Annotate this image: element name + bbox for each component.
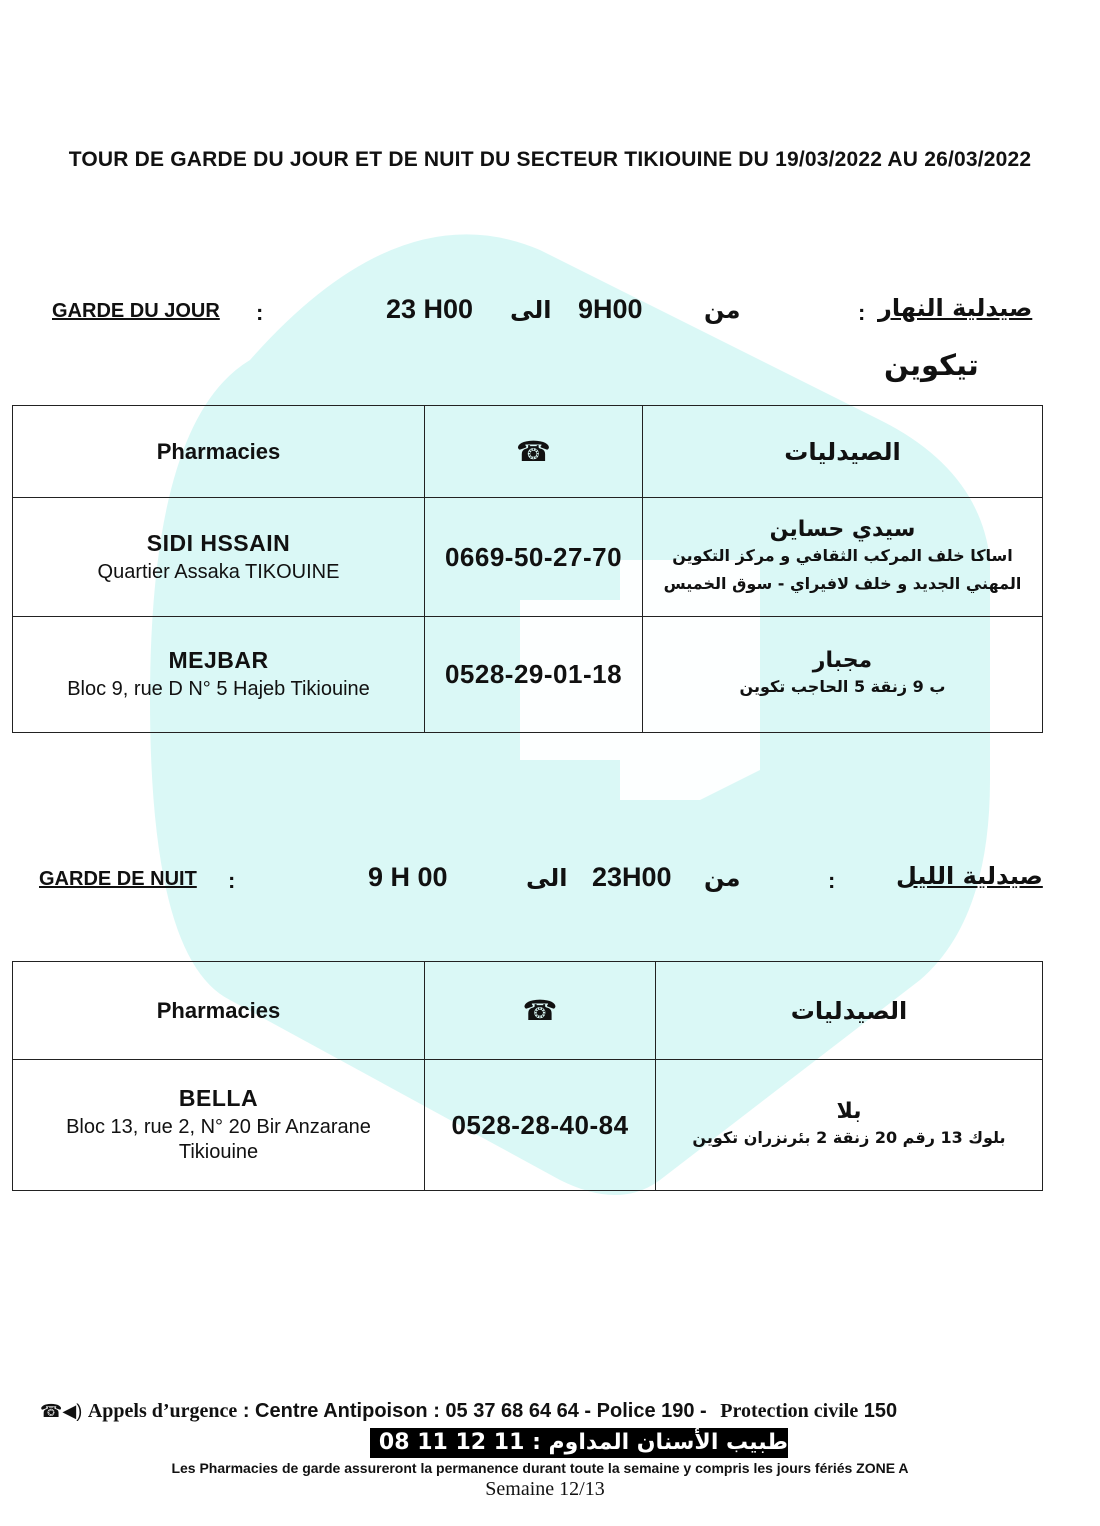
day-ar-city: تيكوين (884, 348, 979, 382)
ar-pharmacy-address-1: بلوك 13 رقم 20 زنقة 2 بئرنزران تكوين (692, 1127, 1006, 1147)
emergency-calls-label: Appels d’urgence (87, 1400, 238, 1422)
ar-pharmacy-name: مجبار (812, 648, 873, 673)
table-row (13, 617, 1043, 733)
phone-cell (425, 1060, 656, 1191)
header-pharmacies-label: Pharmacies (156, 438, 281, 464)
header-ar-pharmacies-label: الصيدليات (790, 996, 908, 1025)
night-time-start: 23H00 (592, 862, 672, 892)
day-ar-from: من (704, 296, 741, 324)
pharmacy-name: BELLA (178, 1085, 259, 1111)
civil-protection-number: 150 (863, 1400, 898, 1422)
pharmacy-cell (13, 1060, 425, 1191)
ar-pharmacy-cell (643, 617, 1043, 733)
header-ar-pharmacies (656, 962, 1043, 1060)
night-time-end: 9 H 00 (368, 862, 448, 892)
megaphone-icon: ☎◀) (40, 1401, 83, 1421)
emergency-numbers: : Centre Antipoison : 05 37 68 64 64 - Police 190 - (242, 1400, 707, 1422)
day-ar-to: الى (510, 296, 552, 324)
pharmacy-phone: 0528-28-40-84 (451, 1109, 629, 1140)
night-label: GARDE DE NUIT (39, 868, 197, 890)
header-pharmacies (13, 962, 425, 1060)
pharmacy-address-2: Tikiouine (178, 1141, 259, 1163)
header-pharmacies (13, 406, 425, 498)
day-pharmacies-table (12, 405, 1043, 733)
pharmacy-address-1: Bloc 13, rue 2, N° 20 Bir Anzarane (66, 1116, 371, 1138)
pharmacy-address: Quartier Assaka TIKOUINE (97, 560, 340, 583)
header-phone (425, 962, 656, 1060)
permanence-note: Les Pharmacies de garde assureront la permanence durant toute la semaine y compris les jours fériés ZONE A (171, 1460, 909, 1476)
pharmacy-phone: 0669-50-27-70 (444, 541, 623, 572)
night-ar-label: صيدلية الليل (896, 862, 1043, 890)
page-title: TOUR DE GARDE DU JOUR ET DE NUIT DU SECTEUR TIKIOUINE DU 19/03/2022 AU 26/03/2022 (68, 148, 1032, 171)
night-ar-from: من (704, 864, 741, 892)
civil-protection-label: Protection civile (720, 1400, 859, 1422)
dentist-on-duty-banner: طبيب الأسنان المداوم : 11 12 11 08 06 (370, 1428, 788, 1458)
table-row (13, 498, 1043, 617)
night-ar-to: الى (526, 864, 568, 892)
week-number: Semaine 12/13 (485, 1478, 605, 1500)
phone-icon: ☎ (516, 436, 551, 467)
day-time-start: 9H00 (578, 294, 643, 324)
day-ar-colon: : (858, 300, 866, 325)
header-ar-pharmacies-label: الصيدليات (784, 437, 901, 466)
pharmacy-address: Bloc 9, rue D N° 5 Hajeb Tikiouine (67, 678, 370, 700)
header-phone (425, 406, 643, 498)
phone-cell (425, 617, 643, 733)
night-ar-colon: : (828, 868, 836, 893)
emergency-calls-line (40, 1400, 1040, 1423)
table-row (13, 1060, 1043, 1191)
ar-pharmacy-name: بلا (836, 1098, 862, 1124)
ar-pharmacy-address-2: المهني الجديد و خلف لافيراي - سوق الخميس (663, 573, 1022, 593)
header-ar-pharmacies (643, 406, 1043, 498)
pharmacy-cell (13, 617, 425, 733)
night-colon: : (228, 868, 236, 893)
table-header-row (13, 962, 1043, 1060)
phone-cell (425, 498, 643, 617)
phone-icon: ☎ (522, 995, 558, 1026)
ar-pharmacy-cell (643, 498, 1043, 617)
ar-pharmacy-cell (656, 1060, 1043, 1191)
header-pharmacies-label: Pharmacies (156, 997, 281, 1023)
ar-pharmacy-name: سيدي حساين (769, 516, 916, 542)
pharmacy-phone: 0528-29-01-18 (444, 659, 623, 689)
ar-pharmacy-address-1: ب 9 زنقة 5 الحاجب تكوين (739, 677, 946, 696)
pharmacy-cell (13, 498, 425, 617)
day-label: GARDE DU JOUR (52, 300, 220, 322)
pharmacy-name: SIDI HSSAIN (146, 529, 291, 556)
ar-pharmacy-address-1: اساكا خلف المركب الثقافي و مركز التكوين (672, 545, 1013, 565)
day-time-end: 23 H00 (386, 294, 474, 324)
table-header-row (13, 406, 1043, 498)
day-ar-label: صيدلية النهار (878, 294, 1033, 322)
pharmacy-name: MEJBAR (168, 647, 269, 673)
day-colon: : (256, 300, 264, 325)
night-pharmacies-table (12, 961, 1043, 1191)
